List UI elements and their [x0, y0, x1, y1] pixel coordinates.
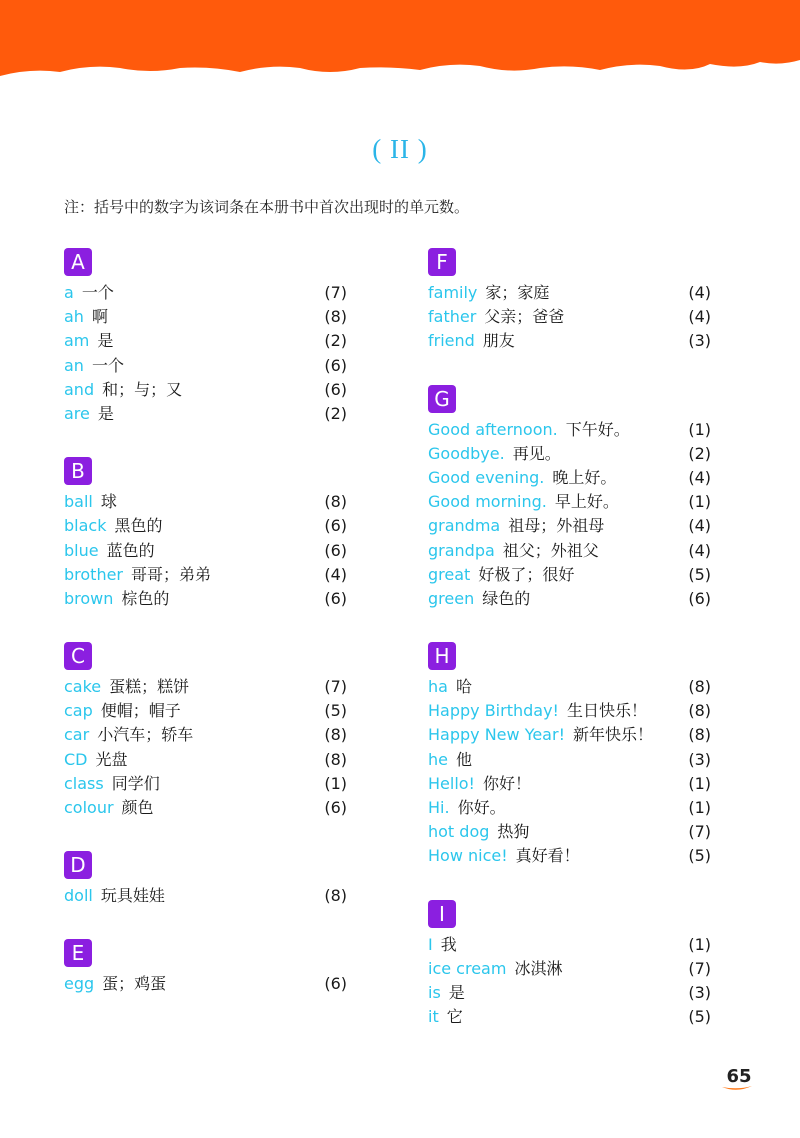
english-word: doll — [64, 886, 93, 906]
section-i — [428, 900, 711, 1029]
english-word: is — [428, 982, 441, 1002]
chinese-meaning: 我 — [440, 934, 457, 954]
vocab-entry — [64, 883, 347, 907]
chinese-meaning: 父亲；爸爸 — [484, 307, 565, 327]
english-word: cap — [64, 701, 93, 721]
chinese-meaning: 蓝色的 — [106, 540, 155, 560]
section-h — [428, 642, 711, 868]
chinese-meaning: 朋友 — [482, 331, 515, 351]
english-word: an — [64, 355, 84, 375]
unit-number: (4) — [324, 564, 347, 584]
unit-number: (5) — [688, 846, 711, 866]
column-right — [428, 248, 711, 1060]
section-letter-badge: H — [428, 642, 456, 670]
english-word: brown — [64, 588, 114, 608]
section-letter-badge: F — [428, 248, 456, 276]
chinese-meaning: 黑色的 — [114, 516, 163, 536]
section-letter-badge: D — [64, 851, 92, 879]
vocab-entry — [428, 1004, 711, 1028]
chinese-meaning: 新年快乐！ — [572, 725, 653, 745]
chinese-meaning: 真好看！ — [515, 846, 580, 866]
english-word: Hello! — [428, 773, 475, 793]
chinese-meaning: 下午好。 — [565, 419, 630, 439]
unit-number: (8) — [324, 492, 347, 512]
unit-number: (3) — [688, 749, 711, 769]
vocab-entry — [428, 819, 711, 843]
unit-number: (3) — [688, 982, 711, 1002]
section-letter-badge: E — [64, 939, 92, 967]
vocab-entry — [428, 698, 711, 722]
vocab-entry — [64, 377, 347, 401]
chinese-meaning: 冰淇淋 — [514, 958, 563, 978]
chinese-meaning: 一个 — [81, 283, 114, 302]
vocab-entry — [64, 489, 347, 513]
english-word: are — [64, 403, 90, 423]
vocab-entry — [64, 698, 347, 722]
unit-number: (3) — [688, 331, 711, 351]
english-word: friend — [428, 331, 475, 351]
english-word: green — [428, 588, 475, 608]
unit-number: (1) — [688, 492, 711, 512]
chinese-meaning: 玩具娃娃 — [100, 886, 165, 906]
english-word: grandpa — [428, 540, 495, 560]
section-letter-badge: I — [428, 900, 456, 928]
english-word: family — [428, 283, 478, 302]
unit-number: (1) — [688, 798, 711, 817]
chinese-meaning: 颜色 — [121, 798, 154, 817]
vocab-entry — [428, 980, 711, 1004]
unit-number: (6) — [688, 588, 711, 608]
english-word: car — [64, 725, 90, 745]
section-e — [64, 939, 347, 995]
section-g — [428, 385, 711, 611]
english-word: Good afternoon. — [428, 419, 558, 439]
unit-number: (4) — [688, 516, 711, 536]
vocab-entry — [64, 353, 347, 377]
vocab-entry — [64, 328, 347, 352]
vocab-entry — [428, 417, 711, 441]
english-word: ball — [64, 492, 93, 512]
vocab-entry — [428, 328, 711, 352]
unit-number: (8) — [324, 725, 347, 745]
english-word: ah — [64, 307, 84, 327]
english-word: Good morning. — [428, 492, 547, 512]
english-word: father — [428, 307, 477, 327]
english-word: I — [428, 934, 433, 954]
vocab-entry — [428, 932, 711, 956]
chinese-meaning: 是 — [97, 403, 114, 423]
section-letter-badge: C — [64, 642, 92, 670]
unit-number: (5) — [324, 701, 347, 721]
english-word: egg — [64, 974, 95, 994]
unit-number: (1) — [688, 934, 711, 954]
unit-number: (1) — [688, 773, 711, 793]
chinese-meaning: 祖母；外祖母 — [508, 516, 605, 536]
top-decorative-band — [0, 0, 800, 80]
chinese-meaning: 生日快乐！ — [566, 701, 647, 721]
unit-number: (2) — [324, 403, 347, 423]
english-word: he — [428, 749, 448, 769]
chinese-meaning: 哥哥；弟弟 — [131, 564, 212, 584]
chinese-meaning: 是 — [448, 982, 465, 1002]
vocab-entry — [64, 538, 347, 562]
chinese-meaning: 蛋；鸡蛋 — [102, 974, 167, 994]
vocab-entry — [428, 747, 711, 771]
english-word: it — [428, 1007, 439, 1027]
section-letter-badge: G — [428, 385, 456, 413]
unit-number: (6) — [324, 540, 347, 560]
vocab-entry — [64, 513, 347, 537]
section-a — [64, 248, 347, 425]
chinese-meaning: 你好！ — [482, 773, 531, 793]
english-word: ice cream — [428, 958, 507, 978]
english-word: hot dog — [428, 822, 490, 842]
unit-number: (6) — [324, 379, 347, 399]
section-letter-badge: A — [64, 248, 92, 276]
note-text: 注：括号中的数字为该词条在本册书中首次出现时的单元数。 — [64, 198, 470, 216]
unit-number: (6) — [324, 355, 347, 375]
unit-number: (8) — [688, 725, 711, 745]
chinese-meaning: 便帽；帽子 — [100, 701, 181, 721]
english-word: blue — [64, 540, 99, 560]
vocab-entry — [428, 304, 711, 328]
page-number: 65 — [726, 1066, 752, 1087]
vocab-entry — [64, 674, 347, 698]
english-word: and — [64, 379, 95, 399]
vocab-entry — [428, 795, 711, 819]
unit-number: (4) — [688, 467, 711, 487]
unit-number: (7) — [688, 958, 711, 978]
vocab-entry — [428, 280, 711, 304]
section-c — [64, 642, 347, 819]
unit-number: (6) — [324, 516, 347, 536]
chinese-meaning: 蛋糕；糕饼 — [109, 677, 190, 697]
english-word: Happy Birthday! — [428, 701, 559, 721]
vocab-entry — [428, 586, 711, 610]
english-word: ha — [428, 677, 448, 697]
english-word: great — [428, 564, 471, 584]
vocab-entry — [428, 722, 711, 746]
english-word: Happy New Year! — [428, 725, 565, 745]
chinese-meaning: 热狗 — [497, 822, 530, 842]
chinese-meaning: 小汽车；轿车 — [97, 725, 194, 745]
vocab-entry — [428, 562, 711, 586]
unit-number: (7) — [688, 822, 711, 842]
chinese-meaning: 棕色的 — [121, 588, 170, 608]
english-word: a — [64, 283, 74, 302]
section-f — [428, 248, 711, 353]
unit-number: (8) — [324, 886, 347, 906]
vocab-entry — [64, 722, 347, 746]
chinese-meaning: 你好。 — [457, 798, 506, 817]
unit-number: (6) — [324, 798, 347, 817]
unit-number: (8) — [324, 307, 347, 327]
vocab-entry — [64, 304, 347, 328]
unit-number: (5) — [688, 564, 711, 584]
vocab-entry — [428, 956, 711, 980]
vocab-entry — [64, 280, 347, 304]
english-word: grandma — [428, 516, 501, 536]
unit-number: (1) — [688, 419, 711, 439]
english-word: Goodbye. — [428, 443, 505, 463]
unit-number: (2) — [688, 443, 711, 463]
chinese-meaning: 晚上好。 — [552, 467, 617, 487]
vocab-entry — [428, 771, 711, 795]
chinese-meaning: 是 — [97, 331, 114, 351]
chinese-meaning: 家；家庭 — [485, 283, 550, 302]
english-word: cake — [64, 677, 102, 697]
unit-number: (8) — [324, 749, 347, 769]
section-d — [64, 851, 347, 907]
chinese-meaning: 光盘 — [95, 749, 128, 769]
unit-number: (2) — [324, 331, 347, 351]
english-word: CD — [64, 749, 88, 769]
vocab-entry — [428, 538, 711, 562]
english-word: How nice! — [428, 846, 508, 866]
vocab-entry — [64, 401, 347, 425]
unit-number: (1) — [324, 773, 347, 793]
unit-number: (8) — [688, 701, 711, 721]
section-letter-badge: B — [64, 457, 92, 485]
vocab-entry — [64, 562, 347, 586]
chinese-meaning: 绿色的 — [482, 588, 531, 608]
vocab-entry — [64, 586, 347, 610]
chinese-meaning: 球 — [100, 492, 117, 512]
chinese-meaning: 同学们 — [111, 773, 160, 793]
english-word: black — [64, 516, 107, 536]
page-number-swoosh-icon — [721, 1084, 753, 1092]
chinese-meaning: 早上好。 — [554, 492, 619, 512]
unit-number: (6) — [324, 974, 347, 994]
vocab-entry — [428, 489, 711, 513]
chinese-meaning: 和；与；又 — [102, 379, 183, 399]
english-word: colour — [64, 798, 114, 817]
section-b — [64, 457, 347, 610]
vocab-entry — [64, 795, 347, 819]
english-word: brother — [64, 564, 124, 584]
unit-number: (8) — [688, 677, 711, 697]
vocab-entry — [428, 674, 711, 698]
english-word: Good evening. — [428, 467, 545, 487]
vocab-entry — [64, 747, 347, 771]
column-left — [64, 248, 347, 1028]
vocab-entry — [428, 843, 711, 867]
chinese-meaning: 他 — [455, 749, 472, 769]
orange-band — [0, 0, 800, 76]
chinese-meaning: 祖父；外祖父 — [502, 540, 599, 560]
unit-number: (4) — [688, 540, 711, 560]
english-word: am — [64, 331, 90, 351]
unit-number: (6) — [324, 588, 347, 608]
vocab-entry — [428, 441, 711, 465]
chinese-meaning: 哈 — [455, 677, 472, 697]
vocab-entry — [428, 513, 711, 537]
unit-number: (4) — [688, 283, 711, 302]
english-word: class — [64, 773, 104, 793]
unit-number: (7) — [324, 283, 347, 302]
unit-number: (5) — [688, 1007, 711, 1027]
chinese-meaning: 它 — [446, 1007, 463, 1027]
chinese-meaning: 啊 — [91, 307, 108, 327]
vocab-entry — [428, 465, 711, 489]
chinese-meaning: 好极了；很好 — [478, 564, 575, 584]
page-title: ( II ) — [372, 134, 428, 164]
english-word: Hi. — [428, 798, 450, 817]
vocab-entry — [64, 771, 347, 795]
unit-number: (4) — [688, 307, 711, 327]
unit-number: (7) — [324, 677, 347, 697]
chinese-meaning: 再见。 — [512, 443, 561, 463]
chinese-meaning: 一个 — [91, 355, 124, 375]
vocab-entry — [64, 971, 347, 995]
